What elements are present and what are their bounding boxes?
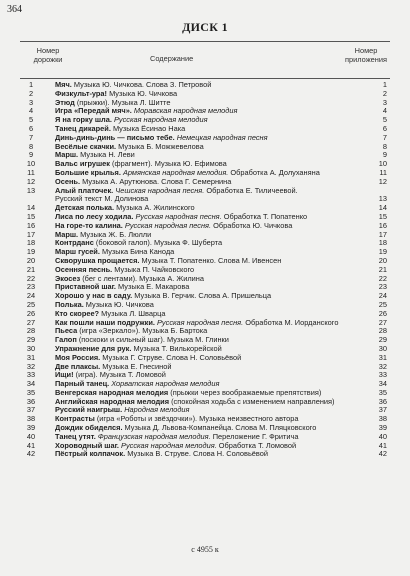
appendix-number: 8 xyxy=(382,141,387,151)
track-number: 39 xyxy=(26,423,36,433)
appendix-number: 1 xyxy=(382,80,387,89)
track-title: На горе-то калина. xyxy=(55,220,123,230)
track-credits: Музыка Е. Макарова xyxy=(116,282,190,292)
track-folk-origin: Русская народная песня. xyxy=(133,211,222,221)
track-number: 4 xyxy=(28,106,34,116)
appendix-number: 10 xyxy=(378,159,387,169)
appendix-number: 4 xyxy=(382,106,387,116)
track-number: 32 xyxy=(26,361,36,371)
track-title: Экосез xyxy=(55,273,81,283)
track-number: 42 xyxy=(26,449,36,459)
track-number: 27 xyxy=(26,317,36,327)
track-title: Осенняя песнь. xyxy=(55,264,113,274)
track-credits: Обработка М. Иорданского xyxy=(243,317,339,327)
track-number: 12 xyxy=(26,176,36,186)
track-credits: (игра). Музыка Т. Ломовой xyxy=(73,370,166,380)
track-number: 17 xyxy=(26,229,36,239)
track-title: Марш. xyxy=(55,150,79,160)
track-credits: Музыка Г. Струве. Слова Н. Соловьёвой xyxy=(100,352,242,362)
track-title: Я на горку шла. xyxy=(55,115,112,125)
track-title: Две плаксы. xyxy=(55,361,101,371)
track-content xyxy=(55,187,364,205)
track-number: 8 xyxy=(28,141,34,151)
appendix-number: 5 xyxy=(382,115,387,125)
appendix-number: 24 xyxy=(378,291,387,301)
track-number: 5 xyxy=(28,115,34,125)
appendix-number: 16 xyxy=(378,220,387,230)
track-title: Английская народная мелодия xyxy=(55,396,170,406)
track-title: Кто скорее? xyxy=(55,308,100,318)
header-track-number xyxy=(20,46,76,64)
appendix-number: 37 xyxy=(378,405,387,415)
appendix-number: 23 xyxy=(378,282,387,292)
track-credits: Музыка Ю. Чичкова xyxy=(83,299,154,309)
track-credits: Музыка Д. Львова-Компанейца. Слова М. Пляцковского xyxy=(122,423,317,433)
track-credits: (фрагмент). Музыка Ю. Ефимова xyxy=(109,159,227,169)
track-title: Хорошо у нас в саду. xyxy=(55,291,133,301)
track-number: 13 xyxy=(26,185,36,195)
track-title: Этюд xyxy=(55,97,75,107)
track-number: 25 xyxy=(26,299,36,309)
track-credits: Музыка Ю. Чичкова. Слова З. Петровой xyxy=(71,80,212,89)
appendix-number: 34 xyxy=(378,379,387,389)
track-title: Детская полька. xyxy=(55,203,115,213)
track-number: 41 xyxy=(26,440,36,450)
track-title: Игра «Передай мяч». xyxy=(55,106,132,116)
appendix-number: 35 xyxy=(378,387,387,397)
appendix-number: 30 xyxy=(378,343,387,353)
appendix-number: 19 xyxy=(378,247,387,257)
appendix-number: 9 xyxy=(382,150,387,160)
track-number: 7 xyxy=(28,132,34,142)
track-number: 38 xyxy=(26,414,36,424)
appendix-number: 18 xyxy=(378,238,387,248)
track-credits: Музыка В. Струве. Слова Н. Соловьёвой xyxy=(125,449,268,459)
track-number: 24 xyxy=(26,291,36,301)
track-number: 37 xyxy=(26,405,36,415)
track-credits: Музыка Б. Можжевелова xyxy=(116,141,204,151)
track-number: 33 xyxy=(26,370,36,380)
appendix-number: 3 xyxy=(382,97,387,107)
track-credits: Обработка Т. Попатенко xyxy=(221,211,308,221)
track-number: 22 xyxy=(26,273,36,283)
track-credits: Обработка Т. Ломовой xyxy=(216,440,297,450)
header-appendix-number xyxy=(342,46,390,64)
track-title: Моя Россия. xyxy=(55,352,101,362)
disk-title: ДИСК 1 xyxy=(182,20,228,34)
track-credits: Обработка А. Долуханяна xyxy=(228,167,320,177)
appendix-number: 28 xyxy=(378,326,387,336)
track-folk-origin: Французская народная мелодия. xyxy=(95,431,211,441)
appendix-number: 29 xyxy=(378,335,387,345)
appendix-number: 20 xyxy=(378,255,387,265)
track-number: 15 xyxy=(26,211,36,221)
track-credits: (поскоки и сильный шаг). Музыка М. Глинки xyxy=(76,335,229,345)
track-credits: (боковой галоп). Музыка Ф. Шуберта xyxy=(93,238,223,248)
track-title: Русский наигрыш. xyxy=(55,405,123,415)
table-row xyxy=(20,450,390,459)
track-title: Большие крылья. xyxy=(55,167,121,177)
track-content xyxy=(55,450,364,459)
track-credits: Музыка Т. Вилькорейской xyxy=(131,343,222,353)
track-title: Вальс игрушек xyxy=(55,159,110,169)
appendix-number: 15 xyxy=(378,211,387,221)
track-credits: (игра «Зеркало»). Музыка Б. Бартока xyxy=(77,326,208,336)
track-number: 21 xyxy=(26,264,36,274)
track-credits-line2: Русский текст М. Долинова xyxy=(55,194,149,204)
track-title: Парный танец. xyxy=(55,379,110,389)
appendix-number: 32 xyxy=(378,361,387,371)
appendix-number: 31 xyxy=(378,352,387,362)
track-title: Танец дикарей. xyxy=(55,123,111,133)
appendix-number: 6 xyxy=(382,123,387,133)
track-title: Физкульт-ура! xyxy=(55,88,108,98)
track-number: 23 xyxy=(26,282,36,292)
track-number: 35 xyxy=(26,387,36,397)
track-title: Пёстрый колпачок. xyxy=(55,449,126,459)
track-credits: Музыка Л. Шварца xyxy=(99,308,166,318)
appendix-number: 25 xyxy=(378,299,387,309)
appendix-number: 41 xyxy=(378,440,387,450)
appendix-number: 14 xyxy=(378,203,387,213)
track-number: 2 xyxy=(28,88,34,98)
table-body xyxy=(20,81,390,459)
header-track-number-line1: Номер xyxy=(36,46,60,55)
track-title: Упражнение для рук. xyxy=(55,343,132,353)
track-title: Галоп xyxy=(55,335,77,345)
track-credits: (игра «Роботы и звёздочки»). Музыка неизвестного автора xyxy=(94,414,299,424)
track-credits: Музыка П. Чайковского xyxy=(112,264,195,274)
appendix-number: 2 xyxy=(382,88,387,98)
track-folk-origin: Русская народная песня. xyxy=(122,220,212,230)
track-title: Лиса по лесу ходила. xyxy=(55,211,134,221)
track-number: 20 xyxy=(26,255,36,265)
track-number: 10 xyxy=(26,159,36,169)
header-appendix-number-line2: приложения xyxy=(345,55,387,64)
appendix-number: 40 xyxy=(378,431,387,441)
track-title: Венгерская народная мелодия xyxy=(55,387,169,397)
appendix-number: 38 xyxy=(378,414,387,424)
appendix-number: 7 xyxy=(382,132,387,142)
appendix-number: 39 xyxy=(378,423,387,433)
track-number: 18 xyxy=(26,238,36,248)
appendix-number: 11 xyxy=(379,167,387,177)
track-number: 31 xyxy=(26,352,36,362)
track-folk-origin: Русская народная песня. xyxy=(154,317,244,327)
track-credits: Музыка Ёсинао Нака xyxy=(110,123,186,133)
track-number: 19 xyxy=(26,247,36,257)
track-credits: (прыжки через воображаемые препятствия) xyxy=(168,387,322,397)
track-title: Ищи! xyxy=(55,370,74,380)
page-number: 364 xyxy=(7,4,22,15)
track-credits: (спокойная ходьба с изменением направления) xyxy=(169,396,335,406)
track-number: 34 xyxy=(26,379,36,389)
track-title: Дождик обиделся. xyxy=(55,423,123,433)
track-folk-origin: Чешская народная песня. xyxy=(113,185,205,195)
track-title: Приставной шаг. xyxy=(55,282,116,292)
track-number: 28 xyxy=(26,326,36,336)
table-row xyxy=(20,187,390,205)
track-credits: Переложение Г. Фритича xyxy=(210,431,299,441)
track-credits: Музыка Е. Гнесиной xyxy=(100,361,172,371)
track-folk-origin: Хорватская народная мелодия xyxy=(109,379,220,389)
track-credits: Обработка Ю. Чичкова xyxy=(211,220,293,230)
track-title: Марш гусей. xyxy=(55,247,100,257)
footer-code: c 4955 к xyxy=(191,545,219,554)
table-header xyxy=(20,41,390,79)
track-number: 40 xyxy=(26,431,36,441)
track-title: Хороводный шаг. xyxy=(55,440,119,450)
track-title: Полька. xyxy=(55,299,84,309)
header-appendix-number-line1: Номер xyxy=(354,46,378,55)
track-credits: Обработка Е. Тиличеевой. xyxy=(204,185,298,195)
track-folk-origin: Моравская народная мелодия xyxy=(131,106,238,116)
track-credits: (бег с лентами). Музыка А. Жилина xyxy=(80,273,204,283)
appendix-number: 36 xyxy=(378,396,387,406)
track-title: Скворушка прощается. xyxy=(55,255,140,265)
appendix-number: 12 xyxy=(378,176,387,186)
track-number: 14 xyxy=(26,203,36,213)
track-title: Танец утят. xyxy=(55,431,96,441)
track-folk-origin: Русская народная мелодия xyxy=(111,115,208,125)
track-title: Динь-динь-динь — письмо тебе. xyxy=(55,132,175,142)
track-title: Весёлые скачки. xyxy=(55,141,117,151)
track-title: Осень. xyxy=(55,176,81,186)
track-credits: (прыжки). Музыка Л. Шитте xyxy=(74,97,171,107)
track-credits: Музыка В. Герчик. Слова А. Пришельца xyxy=(132,291,272,301)
track-title: Пьеса xyxy=(55,326,78,336)
track-title: Марш. xyxy=(55,229,79,239)
track-number: 11 xyxy=(27,167,35,177)
track-number: 36 xyxy=(26,396,36,406)
track-number: 30 xyxy=(26,343,36,353)
track-folk-origin: Русская народная мелодия. xyxy=(118,440,217,450)
header-track-number-line2: дорожки xyxy=(33,55,63,64)
appendix-number: 42 xyxy=(378,449,387,459)
track-credits: Музыка Т. Попатенко. Слова М. Ивенсен xyxy=(139,255,282,265)
appendix-number: 17 xyxy=(378,229,387,239)
track-credits: Музыка Н. Леви xyxy=(78,150,135,160)
track-number: 26 xyxy=(26,308,36,318)
track-number: 1 xyxy=(28,80,34,89)
appendix-number: 33 xyxy=(378,370,387,380)
appendix-number: 21 xyxy=(378,264,387,274)
appendix-number: 27 xyxy=(378,317,387,327)
track-folk-origin: Народная мелодия xyxy=(122,405,190,415)
track-number: 9 xyxy=(28,150,34,160)
header-content: Содержание xyxy=(150,54,194,63)
track-number: 3 xyxy=(28,97,34,107)
track-title: Контрданс xyxy=(55,238,94,248)
track-title: Алый платочек. xyxy=(55,185,114,195)
track-number: 16 xyxy=(26,220,36,230)
appendix-number: 22 xyxy=(378,273,387,283)
track-folk-origin: Армянская народная мелодия. xyxy=(120,167,229,177)
track-credits: Музыка Ю. Чичкова xyxy=(107,88,178,98)
track-title: Мяч. xyxy=(55,80,72,89)
track-credits: Музыка А. Арутюнова. Слова Г. Семернина xyxy=(80,176,232,186)
track-folk-origin: Немецкая народная песня xyxy=(174,132,268,142)
track-number: 6 xyxy=(28,123,34,133)
appendix-number: 13 xyxy=(378,194,387,204)
track-title: Как пошли наши подружки. xyxy=(55,317,155,327)
track-number: 29 xyxy=(26,335,36,345)
track-credits: Музыка Ж. Б. Люлли xyxy=(78,229,152,239)
appendix-number: 26 xyxy=(378,308,387,318)
track-title: Контрасты xyxy=(55,414,95,424)
track-credits: Музыка А. Жилинского xyxy=(114,203,195,213)
track-credits: Музыка Бина Канода xyxy=(99,247,175,257)
